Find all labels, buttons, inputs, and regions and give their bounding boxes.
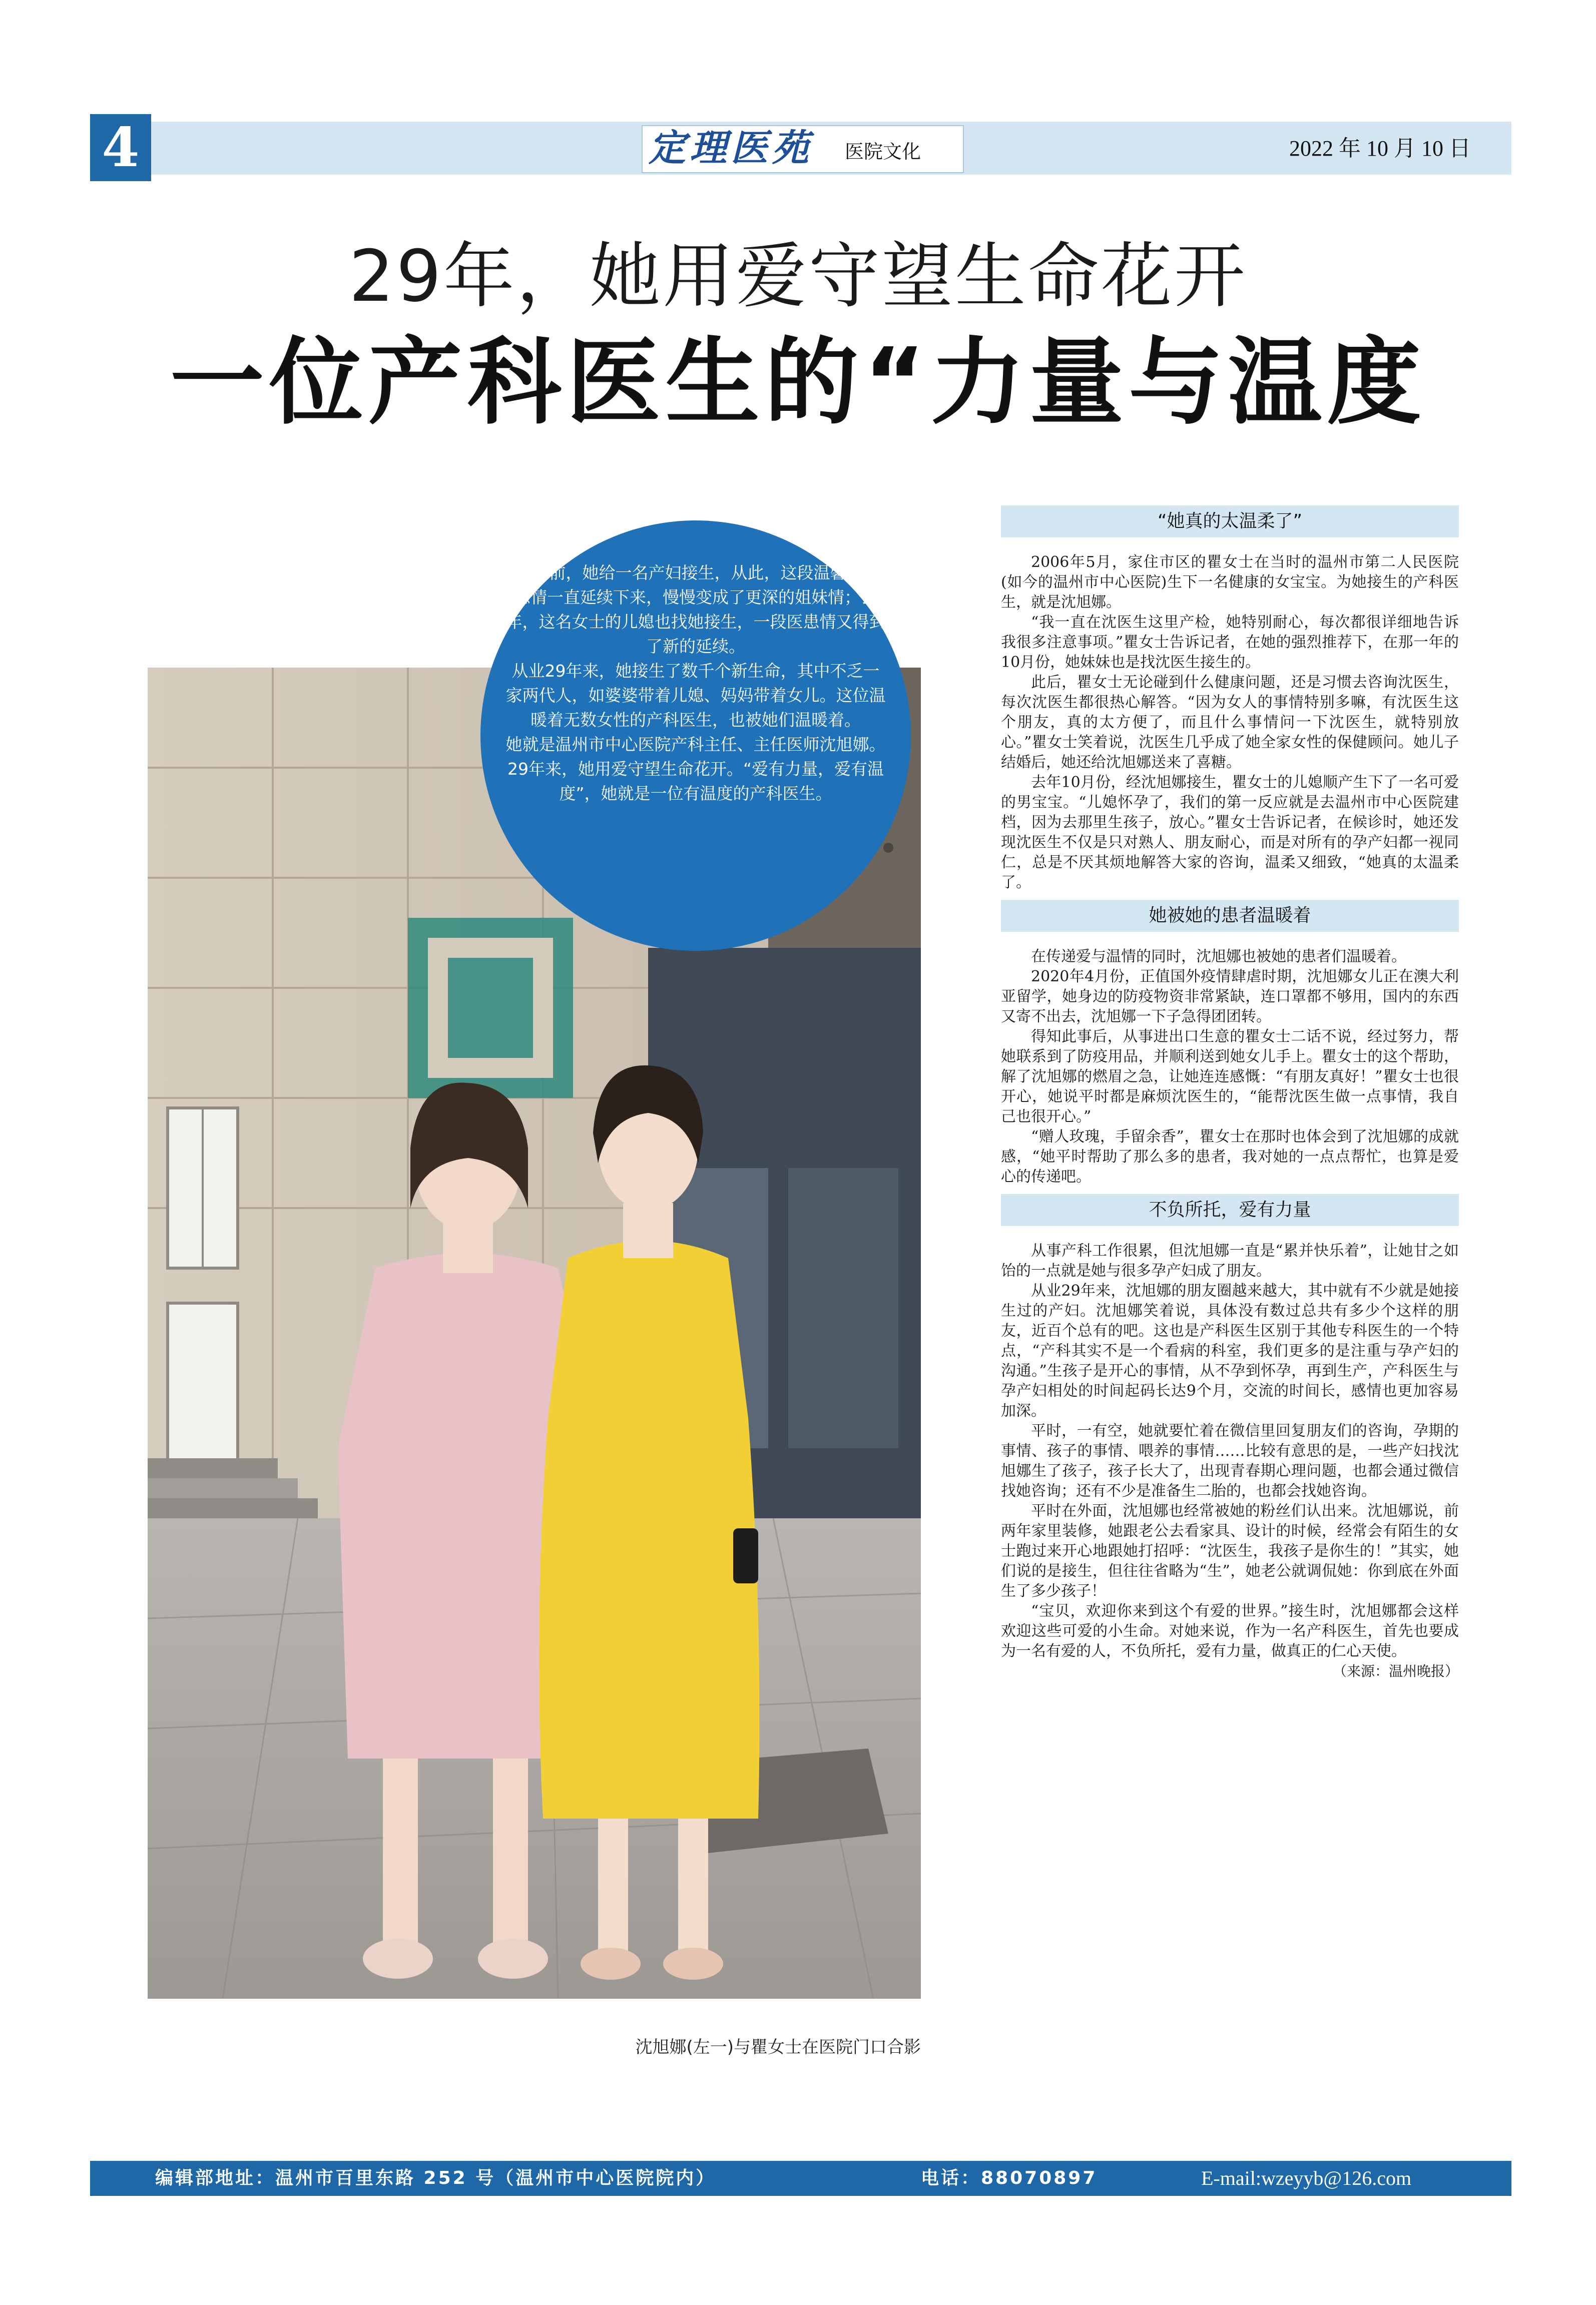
section-heading-3: 不负所托，爱有力量 bbox=[1001, 1194, 1459, 1226]
body-paragraph: 去年10月份，经沈旭娜接生，瞿女士的儿媳顺产生下了一名可爱的男宝宝。“儿媳怀孕了，我们的第一反应就是去温州市中心医院建档，因为去那里生孩子，放心。”瞿女士告诉记者，在候诊时，她还发现沈医生不仅是只对熟人、朋友耐心，而是对所有的孕产妇都一视同仁，总是不厌其烦地解答大家的咨询，温柔又细致，“她真的太温柔了。 bbox=[1001, 774, 1459, 891]
intro-summary bbox=[505, 560, 886, 806]
section-heading-2: 她被她的患者温暖着 bbox=[1001, 900, 1459, 932]
body-paragraph: “我一直在沈医生这里产检，她特别耐心，每次都很详细地告诉我很多注意事项。”瞿女士告诉记者，在她的强烈推荐下，在那一年的10月份，她妹妹也是找沈医生接生的。 bbox=[1001, 614, 1459, 671]
body-paragraph: 2020年4月份，正值国外疫情肆虐时期，沈旭娜女儿正在澳大利亚留学，她身边的防疫物资非常紧缺，连口罩都不够用，国内的东西又寄不出去，沈旭娜一下子急得团团转。 bbox=[1001, 968, 1459, 1025]
body-paragraph: 在传递爱与温情的同时，沈旭娜也被她的患者们温暖着。 bbox=[1031, 948, 1406, 965]
phone-number: 电话：88070897 bbox=[921, 2168, 1098, 2188]
body-paragraph: 得知此事后，从事进出口生意的瞿女士二话不说，经过努力，帮她联系到了防疫用品，并顺利送到她女儿手上。瞿女士的这个帮助，解了沈旭娜的燃眉之急，让她连连感慨：“有朋友真好！”瞿女士也很开心，她说平时都是麻烦沈医生的，“能帮沈医生做一点事情，我自己也很开心。” bbox=[1001, 1028, 1459, 1125]
issue-date: 2022 年 10 月 10 日 bbox=[1289, 136, 1471, 161]
body-paragraph: 平时在外面，沈旭娜也经常被她的粉丝们认出来。沈旭娜说，前两年家里装修，她跟老公去看家具、设计的时候，经常会有陌生的女士跑过来开心地跟她打招呼：“沈医生，我孩子是你生的！”其实，她们说的是接生，但往往省略为“生”，她老公就调侃她：你到底在外面生了多少孩子！ bbox=[1001, 1502, 1459, 1600]
masthead-logo: 定理医苑 bbox=[649, 127, 813, 170]
article-body bbox=[1001, 505, 1459, 2112]
intro-paragraph: 16年前，她给一名产妇接生，从此，这段温馨的医患情一直延续下来，慢慢变成了更深的姐妹情；去年，这名女士的儿媳也找她接生，一段医患情又得到了新的延续。 bbox=[505, 563, 886, 656]
intro-paragraph: 29年来，她用爱守望生命花开。“爱有力量，爱有温度”，她就是一位有温度的产科医生。 bbox=[507, 759, 884, 803]
section-heading-1: “她真的太温柔了” bbox=[1001, 505, 1459, 537]
photo-caption: 沈旭娜(左一)与瞿女士在医院门口合影 bbox=[635, 2037, 921, 2057]
body-paragraph: 从业29年来，沈旭娜的朋友圈越来越大，其中就有不少就是她接生过的产妇。沈旭娜笑着说，具体没有数过总共有多少个这样的朋友，近百个总有的吧。这也是产科医生区别于其他专科医生的一个特点，“产科其实不是一个看病的科室，我们更多的是注重与孕产妇的沟通。”生孩子是开心的事情，从不孕到怀孕，再到生产，产科医生与孕产妇相处的时间起码长达9个月，交流的时间长，感情也更加容易加深。 bbox=[1001, 1282, 1459, 1420]
body-paragraph: 平时，一有空，她就要忙着在微信里回复朋友们的咨询，孕期的事情、孩子的事情、喂养的事情……比较有意思的是，一些产妇找沈旭娜生了孩子，孩子长大了，出现青春期心理问题，也都会通过微信找她咨询；还有不少是准备生二胎的，也都会找她咨询。 bbox=[1001, 1422, 1459, 1500]
intro-paragraph: 她就是温州市中心医院产科主任、主任医师沈旭娜。 bbox=[505, 735, 886, 754]
email-address: E-mail:wzeyyb@126.com bbox=[1201, 2167, 1412, 2189]
intro-paragraph: 从业29年来，她接生了数千个新生命，其中不乏一家两代人，如婆婆带着儿媳、妈妈带着女儿。这位温暖着无数女性的产科医生，也被她们温暖着。 bbox=[505, 661, 886, 730]
body-paragraph: “赠人玫瑰，手留余香”，瞿女士在那时也体会到了沈旭娜的成就感，“她平时帮助了那么多的患者，我对她的一点点帮忙，也算是爱心的传递吧。 bbox=[1001, 1128, 1459, 1186]
body-paragraph: 2006年5月，家住市区的瞿女士在当时的温州市第二人民医院(如今的温州市中心医院)生下一名健康的女宝宝。为她接生的产科医生，就是沈旭娜。 bbox=[1001, 553, 1459, 611]
body-paragraph: “宝贝，欢迎你来到这个有爱的世界。”接生时，沈旭娜都会这样欢迎这些可爱的小生命。对她来说，作为一名产科医生，首先也要成为一名有爱的人，不负所托，爱有力量，做真正的仁心天使。 bbox=[1001, 1602, 1459, 1660]
editorial-address: 编辑部地址：温州市百里东路 252 号（温州市中心医院院内） bbox=[155, 2168, 716, 2188]
page-number: 4 bbox=[90, 114, 151, 181]
body-paragraph: 此后，瞿女士无论碰到什么健康问题，还是习惯去咨询沈医生，每次沈医生都很热心解答。“因为女人的事情特别多嘛，有沈医生这个朋友，真的太方便了，而且什么事情问一下沈医生，就特别放心。”瞿女士笑着说，沈医生几乎成了她全家女性的保健顾问。她儿子结婚后，她还给沈旭娜送来了喜糖。 bbox=[1001, 674, 1459, 771]
body-paragraph: 从事产科工作很累，但沈旭娜一直是“累并快乐着”，让她甘之如饴的一点就是她与很多孕产妇成了朋友。 bbox=[1001, 1242, 1459, 1280]
source-note: （来源：温州晚报） bbox=[1332, 1663, 1459, 1679]
footer-band bbox=[90, 2161, 1511, 2196]
section-name: 医院文化 bbox=[845, 141, 921, 163]
article-title-line2: 一位产科医生的“力量与温度 bbox=[170, 328, 1426, 437]
article-title-line1: 29年，她用爱守望生命花开 bbox=[349, 235, 1247, 318]
